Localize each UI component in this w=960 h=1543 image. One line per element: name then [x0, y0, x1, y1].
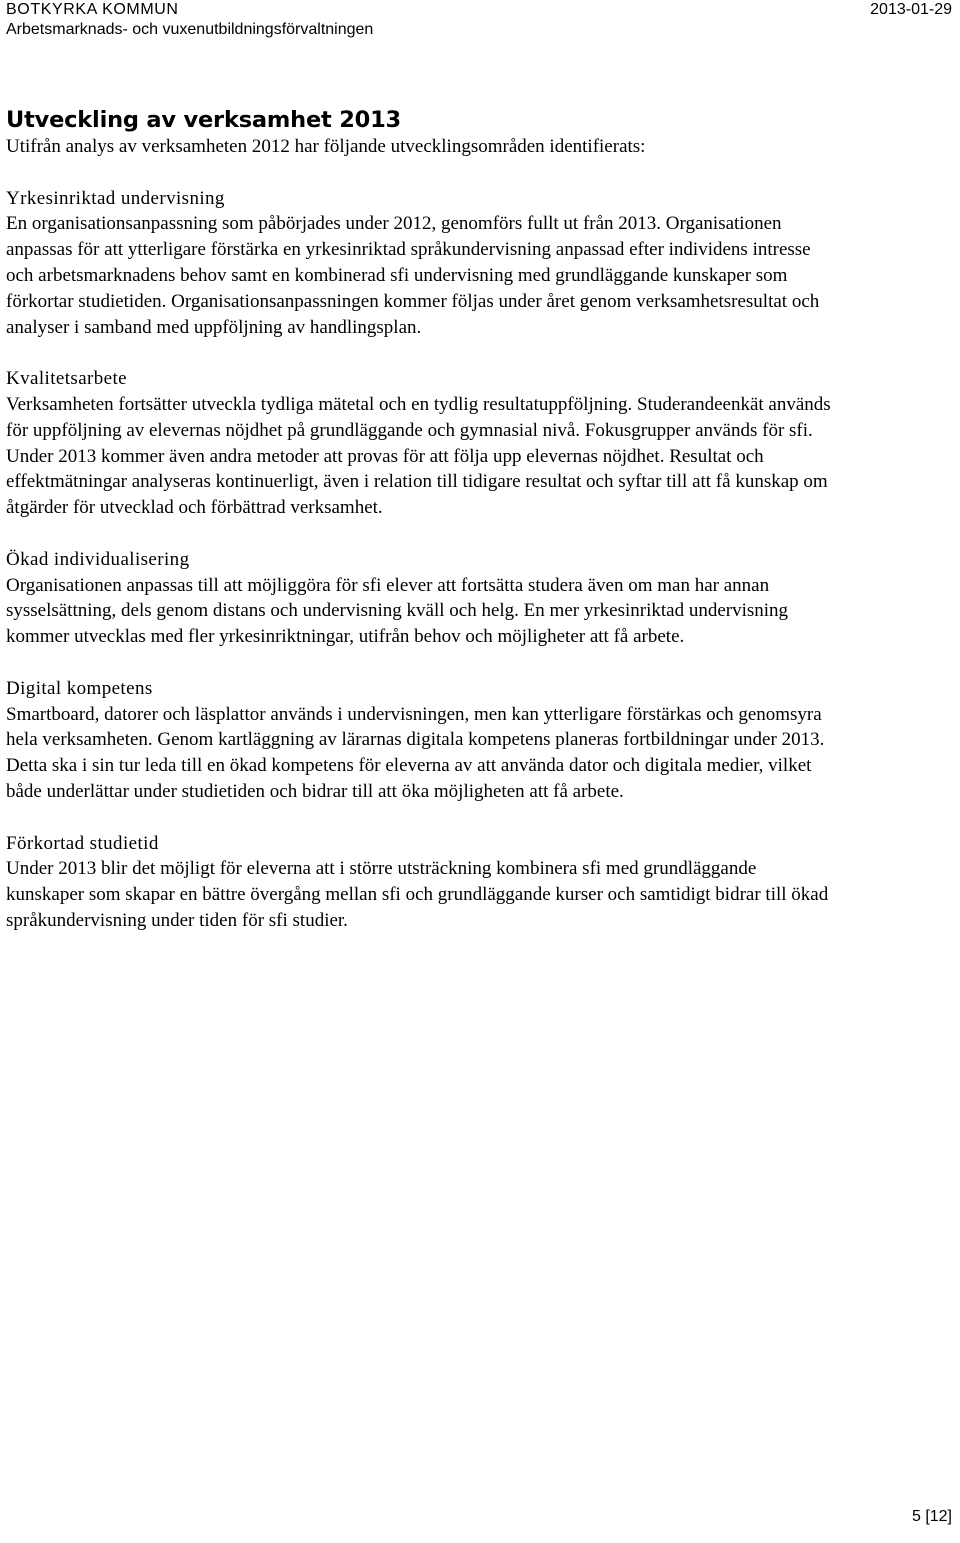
- section-heading: Ökad individualisering: [6, 548, 190, 570]
- document-date: 2013-01-29: [870, 1, 952, 18]
- organization-name: BOTKYRKA KOMMUN: [6, 1, 179, 18]
- section-body: Organisationen anpassas till att möjliggöra för sfi elever att fortsätta studera även om man har annan sysselsättning, dels genom distans och undervisning kväll och helg. En mer yrkesinriktad undervisning kommer utvecklas med fler yrkesinriktningar, utifrån behov och möjligheter att få arbete.: [6, 574, 789, 648]
- header-top-row: [6, 0, 952, 20]
- intro-paragraph: Utifrån analys av verksamheten 2012 har följande utvecklingsområden identifierats:: [6, 136, 646, 157]
- document-body: [6, 104, 946, 960]
- section-body: Verksamheten fortsätter utveckla tydliga mätetal och en tydlig resultatuppföljning. Studerandeenkät används för uppföljning av elevernas nöjdhet på grundläggande och gymnasial nivå. Fokusgrupper används för sfi. Under 2013 kommer även andra metoder att provas för att följa upp elevernas nöjdhet. Resultat och effektmätningar analyseras kontinuerligt, även i relation till tidigare resultat och syftar till att få kunskap om åtgärder för utvecklad och förbättrad verksamhet.: [6, 393, 831, 519]
- section-kvalitetsarbete: [6, 366, 946, 521]
- section-digital-kompetens: [6, 676, 946, 805]
- department-name: Arbetsmarknads- och vuxenutbildningsförvaltningen: [6, 21, 374, 38]
- section-heading: Kvalitetsarbete: [6, 368, 128, 390]
- section-heading: Yrkesinriktad undervisning: [6, 187, 225, 209]
- header-second-row: [6, 20, 952, 40]
- section-body: Under 2013 blir det möjligt för eleverna att i större utsträckning kombinera sfi med grundläggande kunskaper som skapar en bättre övergång mellan sfi och grundläggande kurser och samtidigt bidrar till ökad språkundervisning under tiden för sfi studier.: [6, 858, 829, 931]
- section-okad-individualisering: [6, 547, 946, 650]
- page-number: 5 [12]: [911, 1508, 952, 1525]
- document-title: Utveckling av verksamhet 2013: [6, 107, 402, 133]
- section-body: En organisationsanpassning som påbörjades under 2012, genomförs fullt ut från 2013. Organisationen anpassas för att ytterligare förstärka en yrkesinriktad språkundervisning anpassad efter individens intresse och arbetsmarknadens behov samt en kombinerad sfi undervisning med grundläggande kunskaper som förkortar studietiden. Organisationsanpassningen kommer följas under året genom verksamhetsresultat och analyser i samband med uppföljning av handlingsplan.: [6, 213, 820, 338]
- page-header: [6, 0, 952, 40]
- section-body: Smartboard, datorer och läsplattor används i undervisningen, men kan ytterligare förstärkas och genomsyra hela verksamheten. Genom kartläggning av lärarnas digitala kompetens planeras fortbildningar under 2013. Detta ska i sin tur leda till en ökad kompetens för eleverna av att använda dator och digitala medier, vilket både underlättar under studietiden och bidrar till att öka möjligheten att få arbete.: [6, 703, 825, 802]
- section-heading: Förkortad studietid: [6, 832, 159, 854]
- section-heading: Digital kompetens: [6, 677, 153, 699]
- section-forkortad-studietid: [6, 831, 946, 934]
- section-yrkesinriktad-undervisning: [6, 186, 946, 341]
